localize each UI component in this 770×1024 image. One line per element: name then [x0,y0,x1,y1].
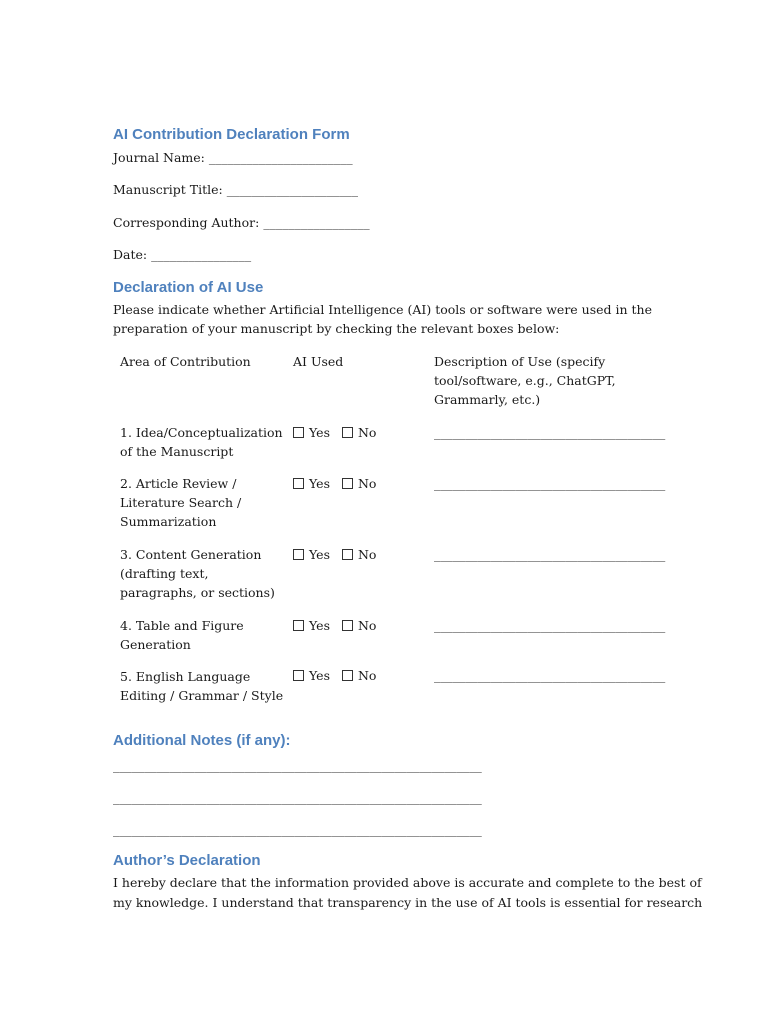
no-label: No [357,476,377,491]
yes-label: Yes [309,618,330,633]
form-title: AI Contribution Declaration Form [113,126,350,143]
yes-no-group [293,618,388,633]
field-label: Manuscript Title: [113,182,223,197]
no-checkbox[interactable] [342,547,376,562]
checkbox-icon [293,620,304,631]
checkbox-icon [293,478,304,489]
row-area: 2. Article Review / Literature Search / Summarization [120,476,242,529]
checkbox-icon [342,427,353,438]
field-blank: _____________________ [226,182,358,197]
checkbox-icon [293,549,304,560]
journal-name-field[interactable] [113,150,353,165]
header-ai-used: AI Used [293,354,344,369]
row-area: 3. Content Generation (drafting text, paragraphs, or sections) [120,547,275,600]
field-blank: _________________ [263,215,370,230]
yes-no-group [293,668,388,683]
checkbox-icon [342,670,353,681]
no-label: No [357,668,377,683]
declaration-text-line-2: my knowledge. I understand that transparency in the use of AI tools is essential for research [113,895,703,910]
yes-label: Yes [309,476,330,491]
yes-checkbox[interactable] [293,668,330,683]
notes-line[interactable]: ___________________________________________________________ [113,822,482,837]
declaration-text-line-1: I hereby declare that the information provided above is accurate and complete to the best of [113,875,702,890]
description-blank[interactable]: _____________________________________ [434,425,666,440]
row-area: 4. Table and Figure Generation [120,618,244,652]
checkbox-icon [293,427,304,438]
description-blank[interactable]: _____________________________________ [434,668,666,683]
date-field[interactable] [113,247,251,262]
notes-line[interactable]: ___________________________________________________________ [113,758,482,773]
yes-label: Yes [309,668,330,683]
checkbox-icon [342,549,353,560]
no-label: No [357,425,377,440]
checkbox-icon [342,620,353,631]
yes-label: Yes [309,425,330,440]
yes-label: Yes [309,547,330,562]
field-label: Journal Name: [113,150,205,165]
checkbox-icon [293,670,304,681]
field-blank: _______________________ [208,150,353,165]
description-blank[interactable]: _____________________________________ [434,476,666,491]
notes-line[interactable]: ___________________________________________________________ [113,790,482,805]
intro-text-line-1: Please indicate whether Artificial Intelligence (AI) tools or software were used in the [113,302,653,317]
yes-no-group [293,476,388,491]
checkbox-icon [342,478,353,489]
yes-no-group [293,547,388,562]
no-checkbox[interactable] [342,618,376,633]
row-area: 1. Idea/Conceptualization of the Manuscript [120,425,283,459]
field-label: Corresponding Author: [113,215,260,230]
field-blank: ________________ [151,247,252,262]
yes-no-group [293,425,388,440]
yes-checkbox[interactable] [293,425,330,440]
yes-checkbox[interactable] [293,547,330,562]
header-description: Description of Use (specify tool/software, e.g., ChatGPT, Grammarly, etc.) [434,354,616,407]
manuscript-title-field[interactable] [113,182,358,197]
header-area: Area of Contribution [120,354,251,369]
row-area: 5. English Language Editing / Grammar / Style [120,669,284,703]
section-heading-declaration: Declaration of AI Use [113,279,264,296]
intro-text-line-2: preparation of your manuscript by checking the relevant boxes below: [113,321,560,336]
corresponding-author-field[interactable] [113,215,370,230]
section-heading-notes: Additional Notes (if any): [113,732,291,749]
yes-checkbox[interactable] [293,618,330,633]
no-checkbox[interactable] [342,668,376,683]
field-label: Date: [113,247,148,262]
yes-checkbox[interactable] [293,476,330,491]
description-blank[interactable]: _____________________________________ [434,547,666,562]
no-checkbox[interactable] [342,476,376,491]
description-blank[interactable]: _____________________________________ [434,618,666,633]
section-heading-author-declaration: Author’s Declaration [113,852,261,869]
no-label: No [357,547,377,562]
no-label: No [357,618,377,633]
no-checkbox[interactable] [342,425,376,440]
